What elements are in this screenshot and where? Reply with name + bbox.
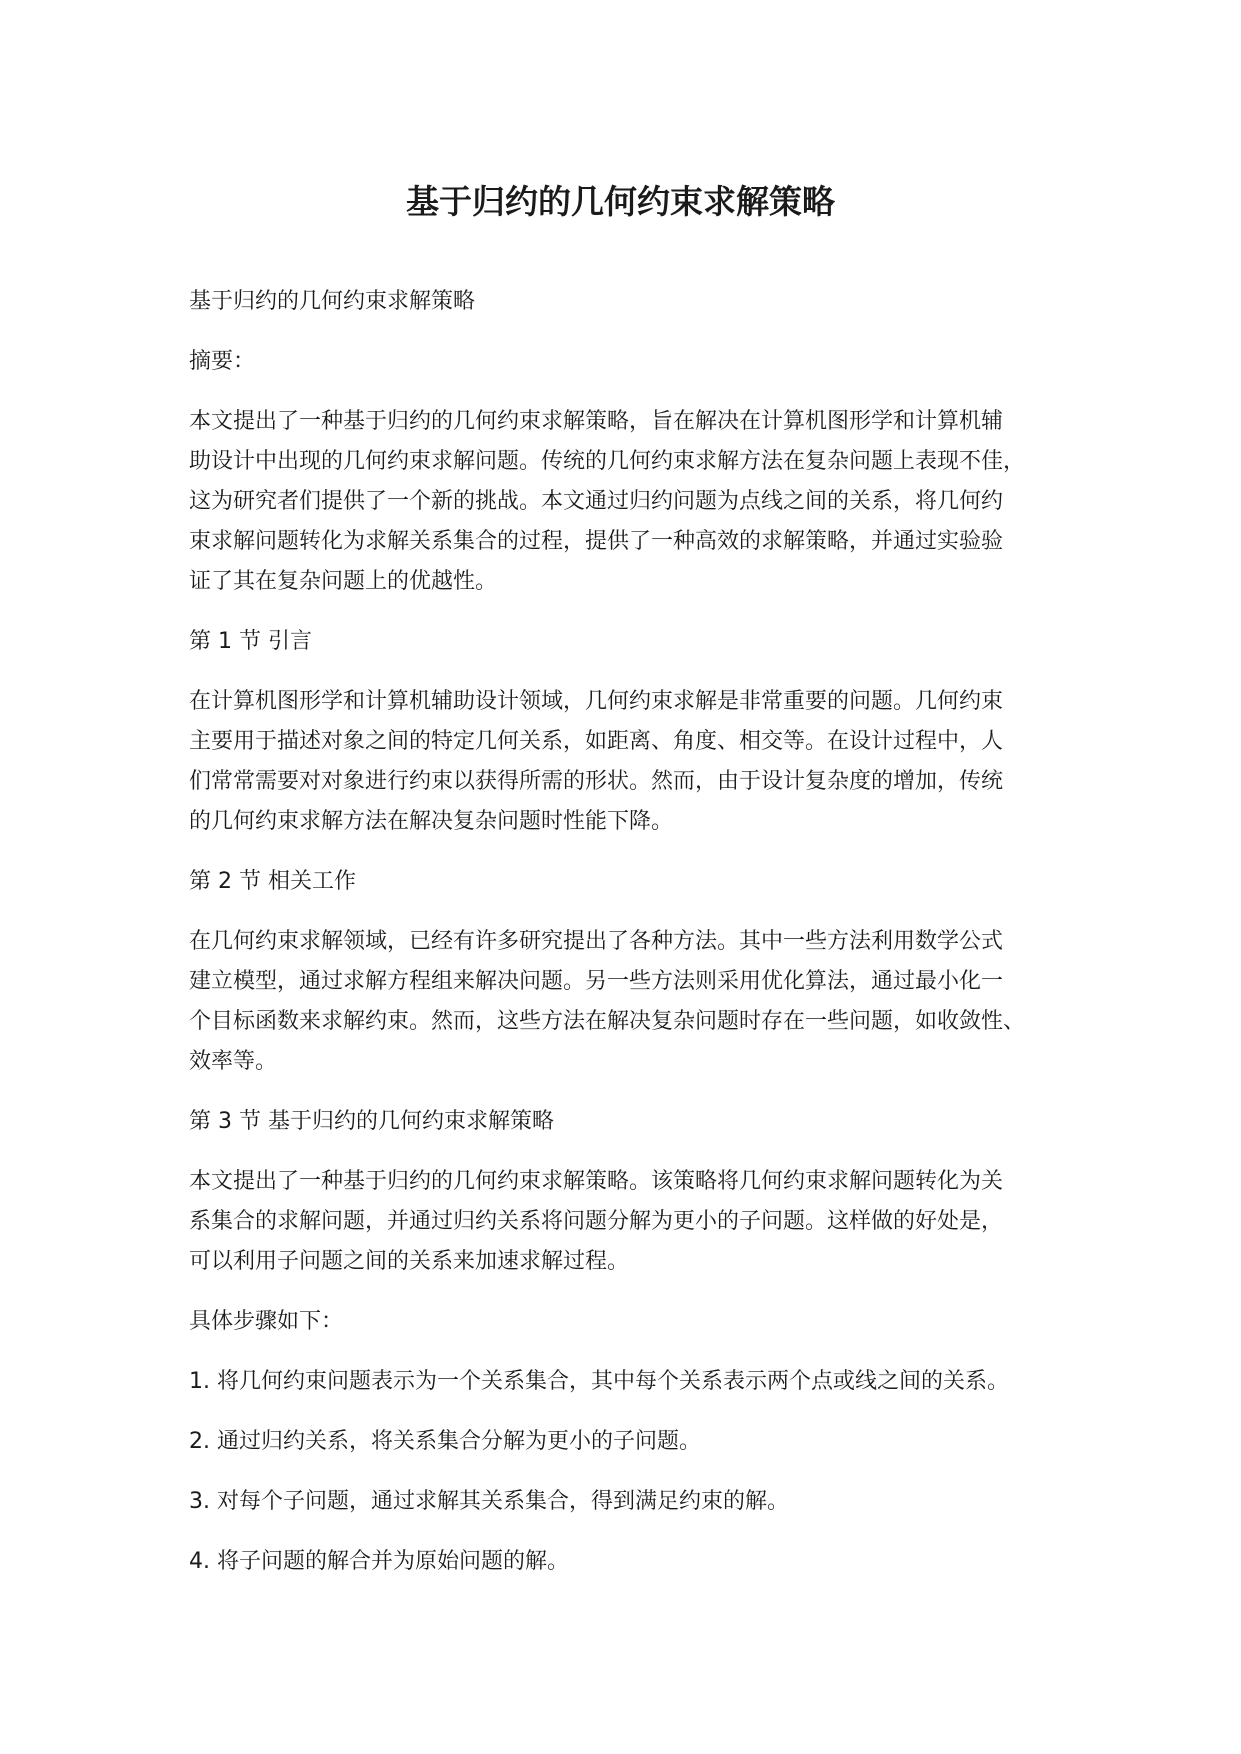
paragraph-line: 在计算机图形学和计算机辅助设计领域，几何约束求解是非常重要的问题。几何约束 bbox=[189, 689, 1004, 714]
paragraph-spacer bbox=[189, 842, 1069, 862]
paragraph-line: 主要用于描述对象之间的特定几何关系，如距离、角度、相交等。在设计过程中，人 bbox=[189, 729, 1004, 754]
paragraph-spacer bbox=[189, 1462, 1069, 1482]
paragraph-line: 系集合的求解问题，并通过归约关系将问题分解为更小的子问题。这样做的好处是， bbox=[189, 1209, 1004, 1234]
section-paragraph bbox=[189, 922, 1069, 1082]
paragraph-line: 证了其在复杂问题上的优越性。 bbox=[189, 569, 498, 594]
section-heading: 第 3 节 基于归约的几何约束求解策略 bbox=[189, 1109, 554, 1134]
paragraph-spacer bbox=[189, 1402, 1069, 1422]
abstract-label: 摘要： bbox=[189, 349, 256, 374]
steps-label: 具体步骤如下： bbox=[189, 1309, 344, 1334]
section-heading: 第 1 节 引言 bbox=[189, 629, 312, 654]
abstract-paragraph bbox=[189, 402, 1069, 602]
paragraph-line: 助设计中出现的几何约束求解问题。传统的几何约束求解方法在复杂问题上表现不佳， bbox=[189, 449, 1026, 474]
paragraph-spacer bbox=[189, 382, 1069, 402]
paragraph-spacer bbox=[189, 1342, 1069, 1362]
paragraph-line: 们常常需要对对象进行约束以获得所需的形状。然而，由于设计复杂度的增加，传统 bbox=[189, 769, 1004, 794]
section-heading: 第 2 节 相关工作 bbox=[189, 869, 356, 894]
paragraph-line: 效率等。 bbox=[189, 1049, 278, 1074]
paragraph-spacer bbox=[189, 1282, 1069, 1302]
paragraph-spacer bbox=[189, 662, 1069, 682]
section-paragraph bbox=[189, 1162, 1069, 1282]
paragraph-line: 本文提出了一种基于归约的几何约束求解策略。该策略将几何约束求解问题转化为关 bbox=[189, 1169, 1004, 1194]
document-title: 基于归约的几何约束求解策略 bbox=[406, 182, 835, 221]
document-subtitle: 基于归约的几何约束求解策略 bbox=[189, 289, 476, 314]
paragraph-line: 建立模型，通过求解方程组来解决问题。另一些方法则采用优化算法，通过最小化一 bbox=[189, 969, 1004, 994]
paragraph-spacer bbox=[189, 1522, 1069, 1542]
paragraph-line: 的几何约束求解方法在解决复杂问题时性能下降。 bbox=[189, 809, 674, 834]
paragraph-line: 这为研究者们提供了一个新的挑战。本文通过归约问题为点线之间的关系，将几何约 bbox=[189, 489, 1004, 514]
paragraph-spacer bbox=[189, 902, 1069, 922]
paragraph-line: 本文提出了一种基于归约的几何约束求解策略，旨在解决在计算机图形学和计算机辅 bbox=[189, 409, 1004, 434]
paragraph-spacer bbox=[189, 1142, 1069, 1162]
paragraph-spacer bbox=[189, 322, 1069, 342]
list-item: 3. 对每个子问题，通过求解其关系集合，得到满足约束的解。 bbox=[189, 1489, 789, 1514]
paragraph-line: 束求解问题转化为求解关系集合的过程，提供了一种高效的求解策略，并通过实验验 bbox=[189, 529, 1004, 554]
document-body bbox=[189, 282, 1069, 1582]
paragraph-line: 在几何约束求解领域，已经有许多研究提出了各种方法。其中一些方法利用数学公式 bbox=[189, 929, 1004, 954]
list-item: 4. 将子问题的解合并为原始问题的解。 bbox=[189, 1549, 569, 1574]
paragraph-spacer bbox=[189, 1082, 1069, 1102]
paragraph-spacer bbox=[189, 602, 1069, 622]
paragraph-line: 个目标函数来求解约束。然而，这些方法在解决复杂问题时存在一些问题，如收敛性、 bbox=[189, 1009, 1026, 1034]
list-item: 2. 通过归约关系，将关系集合分解为更小的子问题。 bbox=[189, 1429, 701, 1454]
section-paragraph bbox=[189, 682, 1069, 842]
list-item: 1. 将几何约束问题表示为一个关系集合，其中每个关系表示两个点或线之间的关系。 bbox=[189, 1369, 1009, 1394]
paragraph-line: 可以利用子问题之间的关系来加速求解过程。 bbox=[189, 1249, 630, 1274]
